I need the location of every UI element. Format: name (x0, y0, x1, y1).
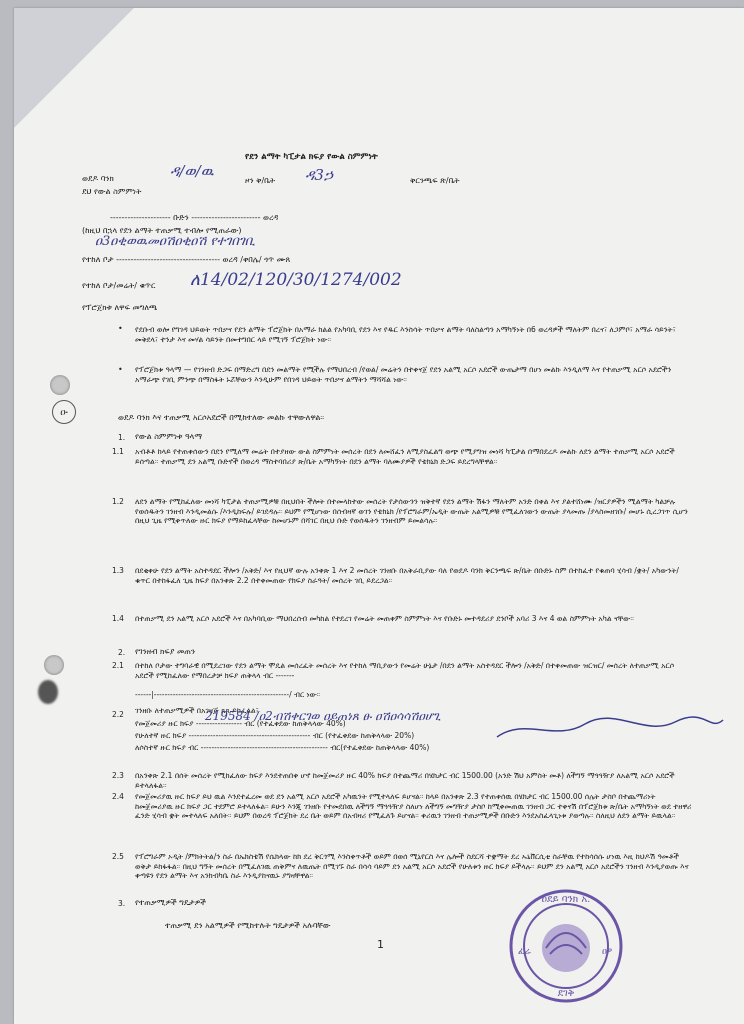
stamp-text-left: ፈሬ (518, 947, 531, 957)
clause-1-3: በደቂቀሁ የደን ልማት አስተዳደር ችሎን /አቅድ/ እና የዚህኛ ውሉ አንቀጽ 1 እና 2 መሰረት ገንዘቡ በአቅራቢያው ባለ የወደዶ ባንክ ቅርንጫፍ ጽ/ቤት በቡድኑ ስም በተከፈተ የቁጠባ ሂሳብ /ቋት/ አካውንት/ ቁጥር በተከፋፈለ ጊዜ ክፍያ በአንቀጽ 2.2 በተቀመጠው የክፍያ ስራዓት/ መሰረት ገቢ ይደረጋል። (135, 566, 679, 585)
project-section-heading: የፕሮጀክቱ ለዋፍ መግለጫ (82, 303, 158, 312)
clause-number: 2.2 (112, 710, 124, 719)
clause-2-1-amount: ------|--------------------------------------------------/ ብር ነው። (135, 690, 321, 699)
stamp-text-bottom: ደገቅ (557, 988, 575, 999)
section-1-heading: የውል ስምምነቱ ዓላማ (135, 432, 203, 441)
second-installment: የሁለተኛ ዙር ክፍያ --------------------------------------------- ብር (የተፈቀደው ከጠቅላላው 20%) (135, 731, 415, 740)
clause-2-4: የመጀመሪያዉ ዙር ክፍያ ይህ ዉል እንደተፈረመ ወደ ደን አልሚ አርሶ አደሮች አካዉንት የሚተላለፍ ይሆናል። ከላይ በአንቀጽ 2.3 የተጠቀሰዉ በሄክታር ብር 1500.00 ሰሌት ታስቦ በተጨማሪነት ከመጀመሪያዉ ዙር ክፍያ ጋር ተደምሮ ይተላለፋል። ይሁን እንጂ ገንዘቡ የተመደበዉ ለችግኝ ማጓጓዥያ ስለሆነ ለችግኝ መግዥያ ታስቦ ከሚቀመጠዉ ገንዘብ ጋር ተቀናሽ በፕሮጀክቱ ጽ/ቤት አማካኝነት ወደ ተዘዋሪ ፈንድ ሂሳብ ቋት መተላለፍ አለበት። ይህም በወረዳ ፕሮጀክት ደረ ቤት ወይም በአብዛሪ የሚፈለጉ ይሆናል። ቀሪዉን ገንዘብ ተጠቃሚዎች በቡድን እንደአስፈላጊነቱ ያወጣሉ። ስለዚህ ለደን ልማት ይዉላል። (135, 792, 692, 821)
clause-number: 2.1 (112, 661, 124, 670)
agreement-line: ደህ የውል ስምምነት (82, 187, 142, 196)
first-installment: የመጀመሪያ ዙር ክፍያ ----------------- ብር (የተፈቀደው ከጠቅላላው 40%) (135, 719, 346, 728)
third-installment: ለሶስተኛ ዙር ክፍያ ብር ----------------------------------------------- ብር(የተፈቀደው ከጠቅላላው 40%) (135, 743, 430, 752)
clause-number: 2.4 (112, 792, 124, 801)
plot-location-field: የተከለ ቦታ ------------------------------------ ወረዳ /ቀበሌ/ ጎጥ ሙጸ (82, 255, 291, 264)
branch-field: ቅርንጫፍ ጽ/ቤት (410, 176, 460, 185)
punch-hole-top (50, 375, 70, 395)
clause-2-3: በአንቀጽ 2.1 በሰት መሰረት የሚከፈለው ክፍያ እንደተጠበቀ ሆኖ ከመጀመሪያ ዙር 40% ክፍያ በተጨማሪ በሄክታር ብር 1500.00 (አንድ ሽህ አምስት መቶ) ለችግኝ ማጓጓዥያ ለአልሚ አርሶ አደሮች ይተላለፋል። (135, 771, 675, 790)
handwritten-plot-number: ለ14/02/120/30/1274/002 (190, 270, 402, 290)
stamp-text-right: ዐዖ (602, 947, 613, 957)
bank-field: ወደዶ ባንክ (82, 174, 114, 183)
zone-field: ዞን ቅ/ቤት (245, 176, 276, 185)
punch-hole-bottom (44, 655, 64, 675)
clause-1-4: በተጠቃሚ ደን አልሚ አርሶ አደሮች እና በአካባቢው ማህበረሰብ መካከል የተደረገ የመሬት መጠቀም ስምምነት እና የቡድኑ መተዳደሪያ ደንቦች አባሪ 3 እና 4 ወል ስምምነት አካል ናቸው። (135, 614, 634, 623)
document-title: የደን ልማት ካፒታል ክፍያ የውል ስምምነት (245, 152, 378, 162)
plot-number-field: የተከለ ቦታ/መሬት/ ቁጥር (82, 281, 156, 290)
clause-number: 1.4 (112, 614, 124, 623)
clause-2-1: በተከለ ቦታው ተግባራዊ በሚደረገው የደን ልማት ሞዴል መሰረፈት መሰረት እና የተከለ ማቢያውን የመሬት ሁኔታ /በደን ልማት አስተዳደር ችሎን /አቅድ/ በተቀመጠው ዝርዝር/ መሰረት ለተጠቃሚ አርሶ አደሮች የሚከፈለው የማበረታቻ ክፍያ ጠቅላላ ብር ------- (135, 661, 675, 680)
section-number: 3. (118, 899, 126, 908)
section-3-heading: የተጠቃሚዎች ግዴታዎች (135, 898, 206, 907)
ink-stain (38, 680, 58, 704)
stamp-text-top: ዐደይ ባንክ አ. (541, 894, 591, 905)
bullet: • (118, 324, 123, 333)
project-objective: የፕሮጀክቱ ዓላማ — የገንዘብ ድጋፍ በማድረግ በደን መልማት የሚችሉ የማህበረብ /የወል/ መሬትን በተቀናጀ የደን አልሚ አርሶ አደሮች ውጤታማ በሆነ መልኩ እንዲለማ እና የተጠቃሚ አርሶ አደሮችን አማራጭ የገቢ ምንጭ በማስፋት ኑሯቸውን እንዲሁም የበገዳ ህይወት ጥበቃና ልማትን ማሻሻል ነው። (135, 365, 672, 384)
section-number: 1. (118, 433, 126, 442)
handwritten-bank: ዳ/ወ/ዉ (170, 162, 214, 180)
section-number: 2. (118, 648, 126, 657)
folded-corner (14, 8, 134, 128)
clause-number: 1.2 (112, 497, 124, 506)
clause-number: 1.3 (112, 566, 124, 575)
clause-number: 2.3 (112, 771, 124, 780)
project-description: የደቡብ ወሎ የግገዳ ህይወት ጥበቃና የደን ልማት ፕሮጀክት በአማራ ክልል የአካባቢ የደን እና የዱር እንስሳት ጥበቃና ልማት ባለስልጣን አማካኝነት በ6 ወረዳዎች ማለትም በረና፣ ለጋምቦ፣ አማራ ሳይንት፣ መቅደላ፣ ተንታ እና መሃል ሳይንት በመተግበር ላይ የሚገኝ ፕሮጀክት ነው። (135, 325, 676, 344)
handwritten-beneficiary: ዐ3ዐቂወዉመዐሽዐቂዐሽ የተገበገቢ (95, 234, 256, 249)
page-number: 1 (377, 938, 384, 951)
handwritten-zone: ዳ3ኃ (305, 166, 333, 184)
group-field: --------------------- ቡድን ------------------------ ወረዳ (110, 213, 279, 222)
section-3-subheading: ተጠቃሚ ደን አልሚዎች የሚከተሉት ግዴታዎች አሉባቸው (165, 921, 331, 930)
margin-mark: ዑ (52, 400, 76, 424)
section-2-heading: የገንዘብ ክፍያ መጠን (135, 647, 196, 656)
clause-number: 1.1 (112, 447, 124, 456)
beneficiary-note: (ከዚህ በኋላ የደን ልማት ተጠቃሚ ተብሎ የሚጠራው) (82, 226, 242, 235)
clause-2-5: የፕሮግራም ኦዲት /ምክትትል/ን ስራ በኤክስቴሽ የሴክላው ከክ ደረ ቅርጎሚ እንስቀጥቶች ወይም በወሰ ሚኒየርስ እና ሌሎች ስደርሻ ተቋማት ደረ ኡኒቨርሲቲ ስራቸዉ የተከሳሰሱ ሆነዉ እዚ ከህዶሽ ዓመቶች ወቅታ ይከፋፋል። በዚህ ግኝት መሰረት በሚፈለገዉ ጠቅምና ለዉጤት በሚገኙ ስራ በሳሳ ባይም ደን አልሚ አርሶ አደሮች የሁለቱን ዙር ክፍያ ይችላሉ። ይህም ደን አልሚ አርሶ አደሮችን ገንዘብ እንዲያወጡ እና ቀጣዩን የደን ልማት እና አንክብካቤ ስራ እንዲያከናዉኑ ያግዛቸዋል። (135, 852, 689, 881)
bullet: • (118, 365, 123, 374)
clause-number: 2.5 (112, 852, 124, 861)
clause-2-2-intro: ገንዘቡ ለተጠቃሚዎች በአገዛጅ ጸጸ ይከፈላል፣ (135, 706, 259, 715)
signature (495, 712, 725, 747)
handwritten-amount: 219584 /ዐ2ብሽቀርገወ ዐይጠነጸ ፁ ዐሽዐሳሳሽዐሆጊ (205, 709, 441, 723)
official-stamp (508, 888, 624, 1004)
clause-1-2: ለደን ልማት የሚከፈለው መነሻ ካፒታል ተጠቃሚዎቹ በዚህበት ችሎት በተመላከተው መሰረት የታሰውንን ዝቅተኛ የደን ልማት ሽፋን ማለትም አንድ በቀል እና ያልተሸነሙ /ዝርያዎችን ሚልማት ካልቻሉ የወሰዱትን ገንዘብ እንዲመልሱ /እንዲከፍሉ/ ይገደዳሉ። ይህም የሚሆነው በሰብዛኛ ወገን የቴክኒክ /የፕሮግራም/ኤዲት ውጤት አልሚዎቹ የሚፈለገውን ውጤት ያላመጡ /ያላስመዘገቡ/ መሆኑ ሲረጋገጥ ሲሆን በዚህ ጊዜ የሚቀጥለው ዙር ክፍያ የማይከፈላቸው ከመሆኑም በሻገር በዚህ ቡድ የወሰዱትን ገንዘብም ይመልሳሉ። (135, 497, 688, 526)
clause-1-1: አብቶቶ ከላይ የተጠቀሰውን በደን የሚለማ መሬት በተያዘው ውል ስምምነት መሰረት በደን ለመሸፈን ለሚያስፈልግ ወጭ የሚያግዝ መነሻ ካፒታል በማበደረዶ መልኩ ለደን ልማት ተጠቃሚ አርሶ አደሮች ይሰጣል። ተጠቃሚ ደን አልሚ ቡድኖች በወረዳ ማስተባበሪያ ጽ/ቤት አማካኝነት በደን ልማት ባለሙያዎች የቴክኒክ ድጋፍ ይደረግላቸዋል። (135, 447, 675, 466)
agreement-intro: ወደዶ ባንክ እና ተጠቃሚ አርሶአደሮች በሚከተለው መልኩ ተዋውለዋል። (118, 413, 325, 422)
